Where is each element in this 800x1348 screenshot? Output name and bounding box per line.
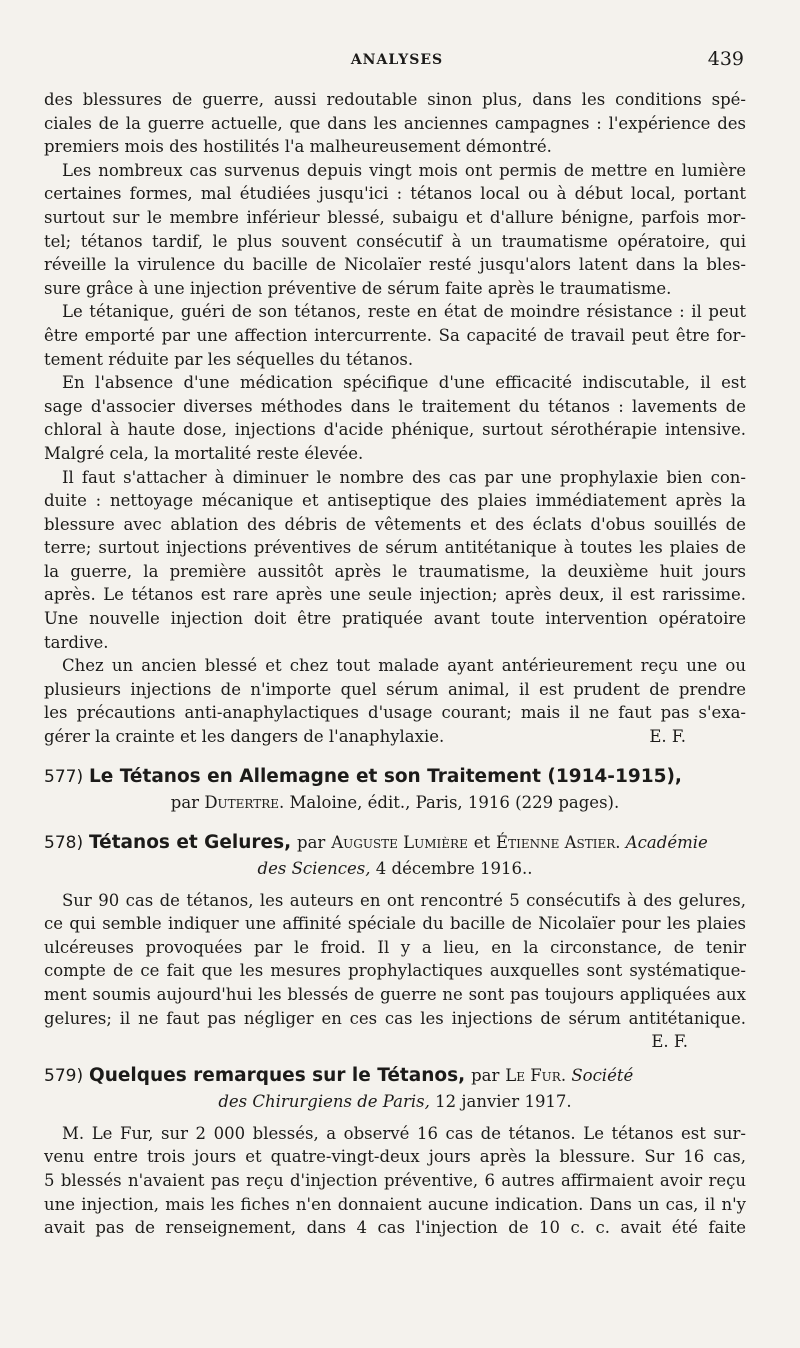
entry-heading: 578) Tétanos et Gelures, par Auguste Lumière et Étienne Astier. Académie: [44, 831, 708, 853]
spacer: [44, 1054, 746, 1062]
entry-title: Le Tétanos en Allemagne et son Traitement (1914-1915),: [88, 765, 682, 787]
entry-citation: [44, 791, 746, 815]
author-name: Auguste Lumière: [331, 832, 468, 852]
text-line: surtout sur le membre inférieur blessé, subaigu et d'allure bénigne, parfois mor-: [44, 207, 746, 227]
text-line: premiers mois des hostilités l'a malheureusement démontré.: [44, 137, 552, 157]
text-line: [44, 725, 746, 749]
article-body: [44, 88, 746, 1240]
author-name: Le Fur: [505, 1065, 561, 1085]
paragraph: [44, 88, 746, 159]
entry-number: 578): [44, 832, 84, 853]
paragraph: [44, 371, 746, 465]
text-line: plusieurs injections de n'importe quel sérum animal, il est prudent de prendre: [44, 679, 746, 699]
citation-date: 12 janvier 1917.: [435, 1091, 572, 1111]
text-line: avait pas de renseignement, dans 4 cas l'injection de 10 c. c. avait été faite: [44, 1218, 746, 1238]
text-line: gelures; il ne faut pas négliger en ces cas les injections de sérum antitétanique.: [44, 1008, 746, 1028]
text-line: Le tétanique, guéri de son tétanos, reste en état de moindre résistance : il peut: [62, 302, 746, 322]
entry-citation: [44, 1090, 746, 1114]
text-line: tement réduite par les séquelles du tétanos.: [44, 349, 414, 369]
page-header: [50, 46, 744, 76]
venue-name: Société: [571, 1065, 634, 1085]
text-line: duite : nettoyage mécanique et antiseptique des plaies immédiatement après la: [44, 491, 746, 511]
paragraph: [44, 466, 746, 655]
text-line: sure grâce à une injection préventive de sérum faite après le traumatisme.: [44, 278, 672, 298]
running-title: ANALYSES: [350, 52, 444, 68]
citation-and: et: [473, 832, 491, 852]
entry-number: 577): [44, 766, 84, 787]
paragraph: [44, 654, 746, 748]
text-line: Une nouvelle injection doit être pratiquée avant toute intervention opératoire: [44, 609, 746, 629]
text-line: 5 blessés n'avaient pas reçu d'injection préventive, 6 autres affirmaient avoir reçu: [44, 1170, 746, 1190]
paragraph: [44, 300, 746, 371]
spacer: [44, 815, 746, 829]
citation-by: par: [297, 832, 326, 852]
entry-title: Quelques remarques sur le Tétanos,: [88, 1064, 466, 1086]
text-line: ulcéreuses provoquées par le froid. Il y a lieu, en la circonstance, de tenir: [44, 937, 746, 957]
entry-title: Tétanos et Gelures,: [88, 831, 292, 853]
venue-name: Académie: [625, 832, 708, 852]
entry-citation: [44, 857, 746, 881]
text-line: ciales de la guerre actuelle, que dans les anciennes campagnes : l'expérience des: [44, 113, 746, 133]
author-name: Étienne Astier: [496, 832, 616, 852]
text-line: les précautions anti-anaphylactiques d'usage courant; mais il ne faut pas s'exa-: [44, 703, 746, 723]
paragraph: [44, 159, 746, 301]
spacer: [44, 749, 746, 763]
spacer: [44, 881, 746, 889]
text-line: tardive.: [44, 632, 109, 652]
text-line: Il faut s'attacher à diminuer le nombre des cas par une prophylaxie bien con-: [62, 467, 746, 487]
signature: E. F.: [649, 727, 686, 747]
text-line: En l'absence d'une médication spécifique d'une efficacité indiscutable, il est: [62, 373, 746, 393]
text-line: la guerre, la première aussitôt après le traumatisme, la deuxième huit jours: [44, 561, 746, 581]
text-line: Les nombreux cas survenus depuis vingt mois ont permis de mettre en lumière: [62, 160, 746, 180]
page-number: 439: [707, 48, 744, 70]
text-line: après. Le tétanos est rare après une seule injection; après deux, il est rarissime.: [44, 585, 746, 605]
text-line: Chez un ancien blessé et chez tout malade ayant antérieurement reçu une ou: [62, 656, 746, 676]
text-line: une injection, mais les fiches n'en donnaient aucune indication. Dans un cas, il n'y: [44, 1194, 746, 1214]
venue-name: des Chirurgiens de Paris,: [218, 1091, 430, 1111]
text-line: réveille la virulence du bacille de Nicolaïer resté jusqu'alors latent dans la bles-: [44, 255, 746, 275]
entry-heading: 579) Quelques remarques sur le Tétanos, par Le Fur. Société: [44, 1064, 634, 1086]
bibliography-entry: [44, 763, 746, 815]
bibliography-entry: [44, 1062, 746, 1240]
text-line: certaines formes, mal étudiées jusqu'ici : tétanos local ou à début local, portant: [44, 184, 746, 204]
text-line: M. Le Fur, sur 2 000 blessés, a observé 16 cas de tétanos. Le tétanos est sur-: [62, 1123, 746, 1143]
entry-number: 579): [44, 1065, 84, 1086]
paragraph: [44, 889, 746, 1054]
spacer: [44, 1114, 746, 1122]
text-line: blessure avec ablation des débris de vêtements et des éclats d'obus souillés de: [44, 514, 746, 534]
text-line-content: gérer la crainte et les dangers de l'anaphylaxie.: [44, 727, 445, 747]
text-line: ment soumis aujourd'hui les blessés de guerre ne sont pas toujours appliquées aux: [44, 985, 746, 1004]
text-line: des blessures de guerre, aussi redoutable sinon plus, dans les conditions spé-: [44, 90, 746, 109]
text-line: sage d'associer diverses méthodes dans le traitement du tétanos : lavements de: [44, 396, 746, 416]
signature: E. F.: [651, 1032, 688, 1052]
citation-prefix: par: [170, 792, 200, 812]
text-line: être emporté par une affection intercurrente. Sa capacité de travail peut être for-: [44, 325, 746, 345]
text-line: tel; tétanos tardif, le plus souvent consécutif à un traumatisme opératoire, qui: [44, 231, 746, 251]
citation-date: 4 décembre 1916..: [375, 858, 533, 878]
text-line: venu entre trois jours et quatre-vingt-deux jours après la blessure. Sur 16 cas,: [44, 1147, 746, 1167]
citation-by: par: [471, 1065, 500, 1085]
citation-publisher: . Maloine, édit., Paris, 1916 (229 pages).: [279, 792, 620, 812]
text-line: compte de ce fait que les mesures prophylactiques auxquelles sont systématique-: [44, 961, 746, 981]
text-line: ce qui semble indiquer une affinité spéciale du bacille de Nicolaïer pour les plaies: [44, 914, 746, 934]
text-line: Sur 90 cas de tétanos, les auteurs en ont rencontré 5 consécutifs à des gelures,: [62, 890, 746, 910]
text-line: chloral à haute dose, injections d'acide phénique, surtout sérothérapie intensive.: [44, 420, 746, 440]
bibliography-entry: [44, 829, 746, 1054]
author-name: Dutertre: [204, 792, 280, 812]
venue-name: des Sciences,: [257, 858, 371, 878]
text-line: terre; surtout injections préventives de sérum antitétanique à toutes les plaies de: [44, 538, 746, 558]
paragraph: [44, 1122, 746, 1240]
entry-heading: [44, 763, 746, 791]
text-line: Malgré cela, la mortalité reste élevée.: [44, 443, 364, 463]
